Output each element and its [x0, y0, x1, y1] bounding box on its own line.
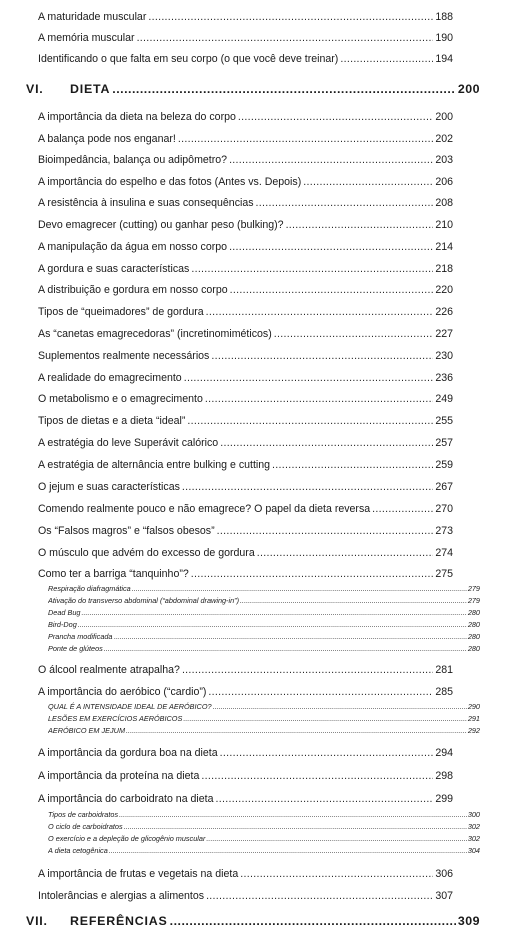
toc-entry[interactable]: [38, 686, 453, 699]
dot-leader: [126, 726, 467, 735]
toc-subentry-title: Tipos de carboidratos: [48, 810, 119, 819]
toc-subentry-page: 300: [467, 810, 480, 819]
chapter-number: VII.: [26, 914, 48, 928]
toc-entry-page: 255: [435, 415, 453, 427]
dot-leader: [124, 822, 467, 831]
toc-entry[interactable]: [38, 176, 453, 189]
toc-subentry-title: Ponte de glúteos: [48, 644, 103, 653]
dot-leader: [114, 632, 467, 641]
toc-entry-page: 275: [435, 568, 453, 580]
toc-entry-title: A resistência à insulina e suas consequências: [38, 197, 254, 209]
toc-entry-title: A distribuição e gordura em nosso corpo: [38, 284, 228, 296]
toc-entry-title: A manipulação da água em nosso corpo: [38, 241, 228, 253]
toc-entry[interactable]: [38, 568, 453, 581]
dot-leader: [109, 846, 467, 855]
toc-entry-page: 220: [435, 284, 453, 296]
toc-entry[interactable]: [38, 154, 453, 167]
dot-leader: [229, 241, 433, 254]
toc-entry[interactable]: [38, 11, 453, 24]
toc-entry-page: 210: [435, 219, 453, 231]
toc-subentry[interactable]: [48, 596, 480, 605]
toc-entry-title: Tipos de “queimadores” de gordura: [38, 306, 204, 318]
toc-entry[interactable]: [38, 525, 453, 538]
toc-subentry-page: 292: [467, 726, 480, 735]
toc-subentry-title: QUAL É A INTENSIDADE IDEAL DE AERÓBICO?: [48, 702, 212, 711]
toc-entry-page: 227: [435, 328, 453, 340]
toc-subentry-title: AERÓBICO EM JEJUM: [48, 726, 126, 735]
dot-leader: [274, 328, 434, 341]
toc-entry-title: A importância do carboidrato na dieta: [38, 793, 214, 805]
toc-subentry-page: 304: [467, 846, 480, 855]
toc-entry[interactable]: [38, 747, 453, 760]
toc-entry-title: A gordura e suas características: [38, 263, 190, 275]
toc-subentry-title: Bird-Dog: [48, 620, 77, 629]
toc-entry-title: Tipos de dietas e a dieta “ideal”: [38, 415, 186, 427]
toc-subentry-page: 279: [467, 584, 480, 593]
dot-leader: [132, 584, 467, 593]
chapter-title: REFERÊNCIAS: [70, 914, 168, 928]
toc-entry[interactable]: [38, 481, 453, 494]
toc-entry-title: Intolerâncias e alergias a alimentos: [38, 890, 205, 902]
toc-entry-page: 306: [435, 868, 453, 880]
toc-entry-page: 259: [435, 459, 453, 471]
toc-entry[interactable]: [38, 32, 453, 45]
toc-entry[interactable]: [38, 393, 453, 406]
toc-entry-title: Identificando o que falta em seu corpo (o que você deve treinar): [38, 53, 339, 65]
dot-leader: [78, 620, 467, 629]
dot-leader: [137, 32, 434, 45]
toc-entry[interactable]: [38, 793, 453, 806]
toc-entry[interactable]: [38, 219, 453, 232]
dot-leader: [238, 111, 433, 124]
dot-leader: [272, 459, 433, 472]
toc-entry-page: 226: [435, 306, 453, 318]
toc-entry-page: 236: [435, 372, 453, 384]
toc-entry[interactable]: [38, 868, 453, 881]
toc-subentry[interactable]: [48, 584, 480, 593]
toc-subentry[interactable]: [48, 726, 480, 735]
toc-entry-page: 200: [435, 111, 453, 123]
toc-subentry-page: 280: [467, 608, 480, 617]
dot-leader: [170, 914, 456, 929]
dot-leader: [182, 664, 433, 677]
toc-entry-page: 285: [435, 686, 453, 698]
chapter-page: 200: [457, 82, 480, 96]
toc-entry-title: Comendo realmente pouco e não emagrece? O papel da dieta reversa: [38, 503, 371, 515]
toc-entry-page: 299: [435, 793, 453, 805]
dot-leader: [119, 810, 467, 819]
dot-leader: [220, 437, 433, 450]
toc-entry-title: O álcool realmente atrapalha?: [38, 664, 180, 676]
toc-entry[interactable]: [38, 263, 453, 276]
toc-subentry[interactable]: [48, 822, 480, 831]
toc-entry-page: 206: [435, 176, 453, 188]
dot-leader: [372, 503, 433, 516]
toc-entry-page: 274: [435, 547, 453, 559]
toc-entry-title: A estratégia de alternância entre bulking e cutting: [38, 459, 271, 471]
toc-entry-page: 249: [435, 393, 453, 405]
toc-entry-title: A importância da gordura boa na dieta: [38, 747, 218, 759]
toc-subentry[interactable]: [48, 714, 480, 723]
toc-entry-title: Suplementos realmente necessários: [38, 350, 210, 362]
toc-subentry-page: 302: [467, 822, 480, 831]
toc-subentry-title: LESÕES EM EXERCÍCIOS AERÓBICOS: [48, 714, 183, 723]
toc-entry[interactable]: [38, 328, 453, 341]
dot-leader: [240, 868, 433, 881]
toc-entry-page: 273: [435, 525, 453, 537]
dot-leader: [216, 793, 434, 806]
toc-entry-page: 230: [435, 350, 453, 362]
toc-entry-title: A importância do aeróbico (“cardio”): [38, 686, 207, 698]
toc-entry-title: A importância de frutas e vegetais na dieta: [38, 868, 239, 880]
toc-entry-title: Bioimpedância, balança ou adipômetro?: [38, 154, 228, 166]
dot-leader: [206, 306, 434, 319]
toc-entry-title: A importância do espelho e das fotos (Antes vs. Depois): [38, 176, 302, 188]
toc-entry-page: 294: [435, 747, 453, 759]
chapter-heading[interactable]: [26, 914, 480, 929]
toc-entry-title: Devo emagrecer (cutting) ou ganhar peso (bulking)?: [38, 219, 284, 231]
toc-entry[interactable]: [38, 241, 453, 254]
toc-entry-page: 257: [435, 437, 453, 449]
dot-leader: [230, 284, 434, 297]
toc-entry[interactable]: [38, 111, 453, 124]
dot-leader: [104, 644, 467, 653]
toc-entry[interactable]: [38, 306, 453, 319]
toc-entry-page: 218: [435, 263, 453, 275]
toc-entry[interactable]: [38, 547, 453, 560]
chapter-title: DIETA: [70, 82, 111, 96]
dot-leader: [211, 350, 433, 363]
toc-entry-title: A realidade do emagrecimento: [38, 372, 182, 384]
toc-entry[interactable]: [38, 133, 453, 146]
toc-entry-page: 270: [435, 503, 453, 515]
dot-leader: [206, 890, 433, 903]
toc-entry-page: 208: [435, 197, 453, 209]
toc-entry-page: 267: [435, 481, 453, 493]
dot-leader: [191, 263, 433, 276]
chapter-heading[interactable]: [26, 82, 480, 97]
dot-leader: [206, 834, 466, 843]
toc-entry[interactable]: [38, 503, 453, 516]
toc-entry[interactable]: [38, 890, 453, 903]
toc-entry-title: A estratégia do leve Superávit calórico: [38, 437, 219, 449]
toc-subentry-page: 291: [467, 714, 480, 723]
toc-entry-page: 194: [435, 53, 453, 65]
toc-entry-page: 188: [435, 11, 453, 23]
toc-entry-title: O jejum e suas características: [38, 481, 180, 493]
toc-entry-title: A importância da proteína na dieta: [38, 770, 200, 782]
dot-leader: [208, 686, 433, 699]
toc-entry[interactable]: [38, 197, 453, 210]
toc-subentry-title: Ativação do transverso abdominal (“abdominal drawing-in”): [48, 596, 240, 605]
toc-entry[interactable]: [38, 284, 453, 297]
dot-leader: [303, 176, 433, 189]
toc-entry-page: 214: [435, 241, 453, 253]
toc-entry[interactable]: [38, 459, 453, 472]
toc-subentry-title: A dieta cetogênica: [48, 846, 108, 855]
dot-leader: [240, 596, 467, 605]
toc-subentry-title: Dead Bug: [48, 608, 81, 617]
dot-leader: [220, 747, 434, 760]
toc-subentry-title: O exercício e a depleção de glicogênio muscular: [48, 834, 206, 843]
toc-entry[interactable]: [38, 664, 453, 677]
dot-leader: [217, 525, 434, 538]
dot-leader: [201, 770, 433, 783]
dot-leader: [205, 393, 433, 406]
dot-leader: [213, 702, 467, 711]
toc-subentry-title: Respiração diafragmática: [48, 584, 131, 593]
toc-entry[interactable]: [38, 350, 453, 363]
dot-leader: [183, 714, 466, 723]
dot-leader: [182, 481, 433, 494]
toc-subentry-page: 290: [467, 702, 480, 711]
dot-leader: [256, 197, 434, 210]
toc-subentry-page: 280: [467, 620, 480, 629]
dot-leader: [178, 133, 433, 146]
dot-leader: [148, 11, 433, 24]
toc-entry-title: As “canetas emagrecedoras” (incretinomiméticos): [38, 328, 272, 340]
toc-subentry-title: Prancha modificada: [48, 632, 113, 641]
toc-subentry-page: 280: [467, 644, 480, 653]
toc-subentry[interactable]: [48, 810, 480, 819]
chapter-page: 309: [457, 914, 480, 928]
toc-subentry-title: O ciclo de carboidratos: [48, 822, 123, 831]
toc-entry-page: 203: [435, 154, 453, 166]
toc-subentry[interactable]: [48, 644, 480, 653]
dot-leader: [191, 568, 434, 581]
toc-entry-title: O músculo que advém do excesso de gordura: [38, 547, 255, 559]
toc-subentry[interactable]: [48, 608, 480, 617]
toc-subentry[interactable]: [48, 834, 480, 843]
toc-entry[interactable]: [38, 770, 453, 783]
toc-entry[interactable]: [38, 437, 453, 450]
toc-entry-title: A maturidade muscular: [38, 11, 147, 23]
toc-entry-page: 202: [435, 133, 453, 145]
toc-entry-title: O metabolismo e o emagrecimento: [38, 393, 203, 405]
dot-leader: [340, 53, 433, 66]
toc-subentry[interactable]: [48, 846, 480, 855]
toc-entry-title: A importância da dieta na beleza do corpo: [38, 111, 236, 123]
toc-entry-title: Os “Falsos magros” e “falsos obesos”: [38, 525, 215, 537]
toc-entry-page: 190: [435, 32, 453, 44]
toc-entry-page: 298: [435, 770, 453, 782]
toc-entry[interactable]: [38, 372, 453, 385]
dot-leader: [81, 608, 466, 617]
toc-entry-title: A balança pode nos enganar!: [38, 133, 176, 145]
toc-subentry[interactable]: [48, 620, 480, 629]
toc-subentry[interactable]: [48, 702, 480, 711]
toc-entry-page: 307: [435, 890, 453, 902]
toc-subentry-page: 279: [467, 596, 480, 605]
chapter-number: VI.: [26, 82, 44, 96]
toc-subentry[interactable]: [48, 632, 480, 641]
toc-entry-page: 281: [435, 664, 453, 676]
dot-leader: [229, 154, 433, 167]
dot-leader: [184, 372, 434, 385]
dot-leader: [257, 547, 434, 560]
dot-leader: [286, 219, 434, 232]
toc-subentry-page: 280: [467, 632, 480, 641]
toc-subentry-page: 302: [467, 834, 480, 843]
toc-entry-title: A memória muscular: [38, 32, 135, 44]
toc-entry[interactable]: [38, 415, 453, 428]
dot-leader: [187, 415, 433, 428]
toc-entry-title: Como ter a barriga “tanquinho”?: [38, 568, 189, 580]
toc-entry[interactable]: [38, 53, 453, 66]
dot-leader: [112, 82, 456, 97]
